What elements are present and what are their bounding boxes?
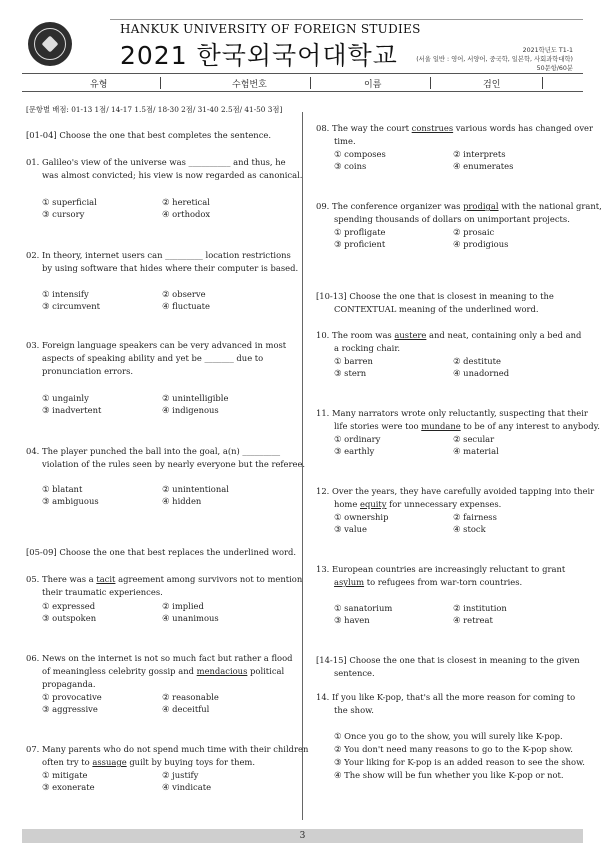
q08-option-3[interactable]: ③ coins [334,161,367,171]
q09-option-4[interactable]: ④ prodigious [453,239,509,249]
q09-underlined-word: prodigal [463,201,499,211]
q10-underlined-word: austere [394,330,427,340]
q12-option-1[interactable]: ① ownership [334,512,389,522]
q10-option-4[interactable]: ④ unadorned [453,368,510,378]
q14-line1: 14. If you like K-pop, that's all the more reason for coming to [316,692,576,702]
q05-option-1[interactable]: ① expressed [42,601,96,611]
q06-line2 [42,665,284,678]
q09-text-b: with the national grant, [498,201,602,211]
q09-line1 [316,200,602,213]
q02-option-2[interactable]: ② observe [162,289,206,299]
q12-line2 [334,498,501,511]
q08-option-2[interactable]: ② interprets [453,149,506,159]
q09-option-2[interactable]: ② prosaic [453,227,495,237]
q12-underlined-word: equity [360,499,387,509]
q06-text-b: political [247,666,285,676]
q07-underlined-word: assuage [92,757,127,767]
field-separator [160,77,161,89]
q11-option-1[interactable]: ① ordinary [334,434,381,444]
directions-05-09: [05-09] Choose the one that best replaces the underlined word. [26,547,297,557]
field-stamp-label: 검인 [483,80,501,90]
q08-option-4[interactable]: ④ enumerates [453,161,514,171]
q07-option-1[interactable]: ① mitigate [42,770,88,780]
q08-text-b: various words has changed over [453,123,594,133]
score-info: [문항별 배점: 01-13 1점/ 14-17 1.5점/ 18-30 2점/ 31-40 2.5점/ 41-50 3점] [26,105,283,114]
field-separator [430,77,431,89]
q06-line3: propaganda. [42,679,96,689]
q04-option-4[interactable]: ④ hidden [162,496,202,506]
q05-option-4[interactable]: ④ unanimous [162,613,219,623]
seal-emblem [42,36,59,53]
candidate-fields [22,76,583,90]
q01-line1: 01. Galileo's view of the universe was __________ and thus, he [26,157,286,167]
q12-option-3[interactable]: ③ value [334,524,367,534]
q03-option-2[interactable]: ② unintelligible [162,393,229,403]
q13-option-3[interactable]: ③ haven [334,615,370,625]
q14-line2: the show. [334,705,374,715]
q10-text-b: and neat, containing only a bed and [426,330,582,340]
q05-text-b: agreement among survivors not to mention [115,574,303,584]
q03-option-1[interactable]: ① ungainly [42,393,89,403]
q12-option-4[interactable]: ④ stock [453,524,486,534]
q13-line2 [334,576,522,589]
q01-option-4[interactable]: ④ orthodox [162,209,211,219]
q03-line2: aspects of speaking ability and yet be _______ due to [42,353,264,363]
directions-14-15-line2: sentence. [334,668,375,678]
q11-line2 [334,420,600,433]
seal-ring [34,28,66,60]
q08-line2: time. [334,136,356,146]
q13-text-b: to refugees from war-torn countries. [364,577,523,587]
q06-underlined-word: mendacious [196,666,248,676]
q04-line2: violation of the rules seen by nearly everyone but the referee. [42,459,306,469]
q02-line1: 02. In theory, internet users can _________ location restrictions [26,250,291,260]
q11-option-2[interactable]: ② secular [453,434,495,444]
q03-option-4[interactable]: ④ indigenous [162,405,219,415]
directions-10-13-line1: [10-13] Choose the one that is closest in meaning to the [316,291,554,301]
q04-option-3[interactable]: ③ ambiguous [42,496,99,506]
exam-length: 50문항/60분 [536,65,573,72]
q13-line1: 13. European countries are increasingly reluctant to grant [316,564,566,574]
q03-option-3[interactable]: ③ inadvertent [42,405,102,415]
exam-track: (서울 일반 : 영어, 서양어, 중국학, 일본학, 사회과학대학) [416,56,573,63]
header-rule-bottom [22,91,583,92]
university-name-en: HANKUK UNIVERSITY OF FOREIGN STUDIES [120,22,421,36]
q11-line1: 11. Many narrators wrote only reluctantly, suspecting that their [316,408,588,418]
q14-option-2[interactable]: ② You don't need many reasons to go to the K-pop show. [334,744,573,754]
q12-text-a: home [334,499,360,509]
q13-option-2[interactable]: ② institution [453,603,507,613]
q06-text-a: of meaningless celebrity gossip and [42,666,197,676]
q05-option-3[interactable]: ③ outspoken [42,613,97,623]
q08-underlined-word: construes [411,123,454,133]
q14-option-3[interactable]: ③ Your liking for K-pop is an added reason to see the show. [334,757,585,767]
q07-text-b: guilt by buying toys for them. [126,757,256,767]
q05-option-2[interactable]: ② implied [162,601,204,611]
q05-underlined-word: tacit [96,574,116,584]
q10-line1 [316,329,581,342]
q01-option-3[interactable]: ③ cursory [42,209,85,219]
q10-option-2[interactable]: ② destitute [453,356,501,366]
q07-option-3[interactable]: ③ exonerate [42,782,95,792]
exam-title: 2021 한국외국어대학교 [120,41,398,70]
q06-option-4[interactable]: ④ deceitful [162,704,210,714]
q04-line1: 04. The player punched the ball into the goal, a(n) _________ [26,446,281,456]
q14-option-4[interactable]: ④ The show will be fun whether you like K-pop or not. [334,770,564,780]
q09-line2: spending thousands of dollars on unimportant projects. [334,214,570,224]
q10-option-3[interactable]: ③ stern [334,368,367,378]
q05-line2: their traumatic experiences. [42,587,163,597]
q12-option-2[interactable]: ② fairness [453,512,497,522]
university-seal-logo [28,22,72,66]
q06-option-2[interactable]: ② reasonable [162,692,219,702]
exam-code: 2021학년도 T1-1 [522,47,573,54]
q07-option-4[interactable]: ④ vindicate [162,782,212,792]
q13-option-4[interactable]: ④ retreat [453,615,493,625]
q10-option-1[interactable]: ① barren [334,356,373,366]
q04-option-1[interactable]: ① blatant [42,484,83,494]
q10-line2: a rocking chair. [334,343,401,353]
q02-line2: by using software that hides where their computer is based. [42,263,299,273]
q04-option-2[interactable]: ② unintentional [162,484,229,494]
q07-line2 [42,756,255,769]
q06-line1: 06. News on the internet is not so much fact but rather a flood [26,653,293,663]
q11-option-3[interactable]: ③ earthly [334,446,375,456]
q09-option-3[interactable]: ③ proficient [334,239,386,249]
q05-text-a: 05. There was a [26,574,97,584]
q10-text-a: 10. The room was [316,330,395,340]
q02-option-3[interactable]: ③ circumvent [42,301,101,311]
header-top-rule [110,19,583,20]
field-name-label: 이름 [364,80,382,90]
q11-underlined-word: mundane [421,421,461,431]
q08-text-a: 08. The way the court [316,123,412,133]
q07-option-2[interactable]: ② justify [162,770,199,780]
page-number: 3 [299,831,306,841]
q13-underlined-word: asylum [334,577,365,587]
q03-line3: pronunciation errors. [42,366,134,376]
q14-option-1[interactable]: ① Once you go to the show, you will surely like K-pop. [334,731,563,741]
directions-14-15-line1: [14-15] Choose the one that is closest in meaning to the given [316,655,580,665]
directions-01-04: [01-04] Choose the one that best completes the sentence. [26,130,272,140]
q02-option-1[interactable]: ① intensify [42,289,89,299]
header-rule-top [22,73,583,74]
q11-text-a: life stories were too [334,421,422,431]
field-exam-number-label: 수험번호 [232,80,267,90]
q08-option-1[interactable]: ① composes [334,149,386,159]
q11-option-4[interactable]: ④ material [453,446,499,456]
field-separator [310,77,311,89]
q12-line1: 12. Over the years, they have carefully avoided tapping into their [316,486,595,496]
q12-text-b: for unnecessary expenses. [386,499,502,509]
q01-option-1[interactable]: ① superficial [42,197,97,207]
directions-10-13-line2: CONTEXTUAL meaning of the underlined word. [334,304,539,314]
q03-line1: 03. Foreign language speakers can be very advanced in most [26,340,287,350]
q06-option-3[interactable]: ③ aggressive [42,704,98,714]
q02-option-4[interactable]: ④ fluctuate [162,301,210,311]
q01-option-2[interactable]: ② heretical [162,197,210,207]
field-separator [542,77,543,89]
q01-line2: was almost convicted; his view is now regarded as canonical. [42,170,303,180]
q05-line1 [26,573,302,586]
q07-line1: 07. Many parents who do not spend much time with their children [26,744,309,754]
q07-text-a: often try to [42,757,93,767]
q09-option-1[interactable]: ① profligate [334,227,386,237]
q08-line1 [316,122,593,135]
field-type-label: 유형 [90,80,108,90]
q13-option-1[interactable]: ① sanatorium [334,603,393,613]
q11-text-b: to be of any interest to anybody. [460,421,600,431]
q06-option-1[interactable]: ① provocative [42,692,102,702]
q09-text-a: 09. The conference organizer was [316,201,464,211]
